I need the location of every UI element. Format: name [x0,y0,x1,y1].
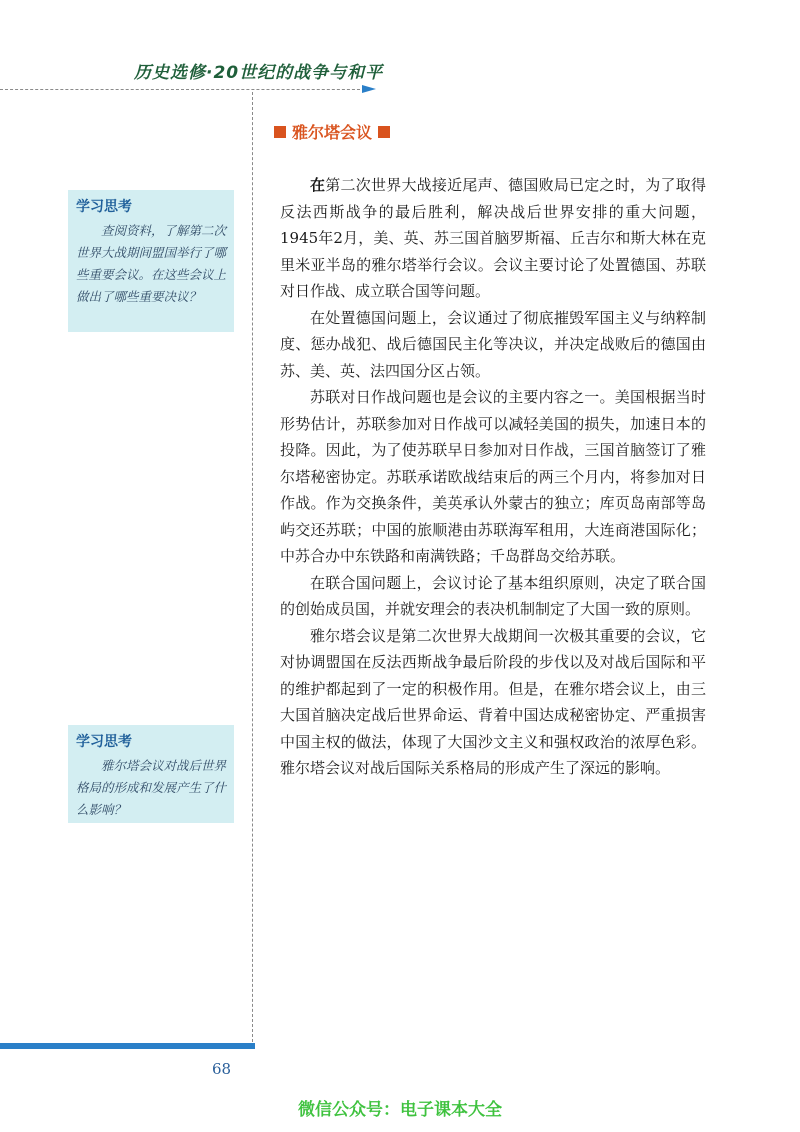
study-think-question: 查阅资料，了解第二次世界大战期间盟国举行了哪些重要会议。在这些会议上做出了哪些重要决议？ [76,223,227,304]
study-think-title: 学习思考 [76,199,132,215]
study-think-title: 学习思考 [76,734,132,750]
paragraph: 雅尔塔会议是第二次世界大战期间一次极其重要的会议，它对协调盟国在反法西斯战争最后阶段的步伐以及对战后国际和平的维护都起到了一定的积极作用。但是，在雅尔塔会议上，由三大国首脑决定战后世界命运、背着中国达成秘密协定、严重损害中国主权的做法，体现了大国沙文主义和强权政治的浓厚色彩。雅尔塔会议对战后国际关系格局的形成产生了深远的影响。 [280,626,706,777]
main-text [280,172,706,782]
arrow-right-icon [362,85,376,93]
header-divider [0,89,365,90]
watermark-text: 微信公众号：电子课本大全 [298,1100,502,1120]
page-header-title: 历史选修·20世纪的战争与和平 [134,63,384,83]
paragraph-text: 第二次世界大战接近尾声、德国败局已定之时，为了取得反法西斯战争的最后胜利，解决战后世界安排的重大问题，1945年2月，美、英、苏三国首脑罗斯福、丘吉尔和斯大林在克里米亚半岛的雅尔塔举行会议。会议主要讨论了处置德国、苏联对日作战、成立联合国等问题。 [280,176,706,300]
study-think-box [68,190,234,332]
paragraph: 在联合国问题上，会议讨论了基本组织原则，决定了联合国的创始成员国，并就安理会的表决机制制定了大国一致的原则。 [280,573,706,618]
paragraph: 苏联对日作战问题也是会议的主要内容之一。美国根据当时形势估计，苏联参加对日作战可以减轻美国的损失，加速日本的投降。因此，为了使苏联早日参加对日作战，三国首脑签订了雅尔塔秘密协定。苏联承诺欧战结束后的两三个月内，将参加对日作战。作为交换条件，美英承认外蒙古的独立；库页岛南部等岛屿交还苏联；中国的旅顺港由苏联海军租用，大连商港国际化；中苏合办中东铁路和南满铁路；千岛群岛交给苏联。 [280,388,706,565]
paragraph: 在处置德国问题上，会议通过了彻底摧毁军国主义与纳粹制度、惩办战犯、战后德国民主化等决议，并决定战败后的德国由苏、美、英、法四国分区占领。 [280,308,706,380]
column-divider [252,92,253,1042]
study-think-box [68,725,234,823]
study-think-question: 雅尔塔会议对战后世界格局的形成和发展产生了什么影响？ [76,758,227,817]
section-heading [274,120,390,143]
page-number: 68 [212,1060,232,1078]
square-bullet-icon [274,126,286,138]
footer-bar [0,1043,255,1049]
paragraph [280,172,706,305]
square-bullet-icon [378,126,390,138]
lead-character: 在 [310,176,326,194]
section-heading-text: 雅尔塔会议 [292,123,373,142]
